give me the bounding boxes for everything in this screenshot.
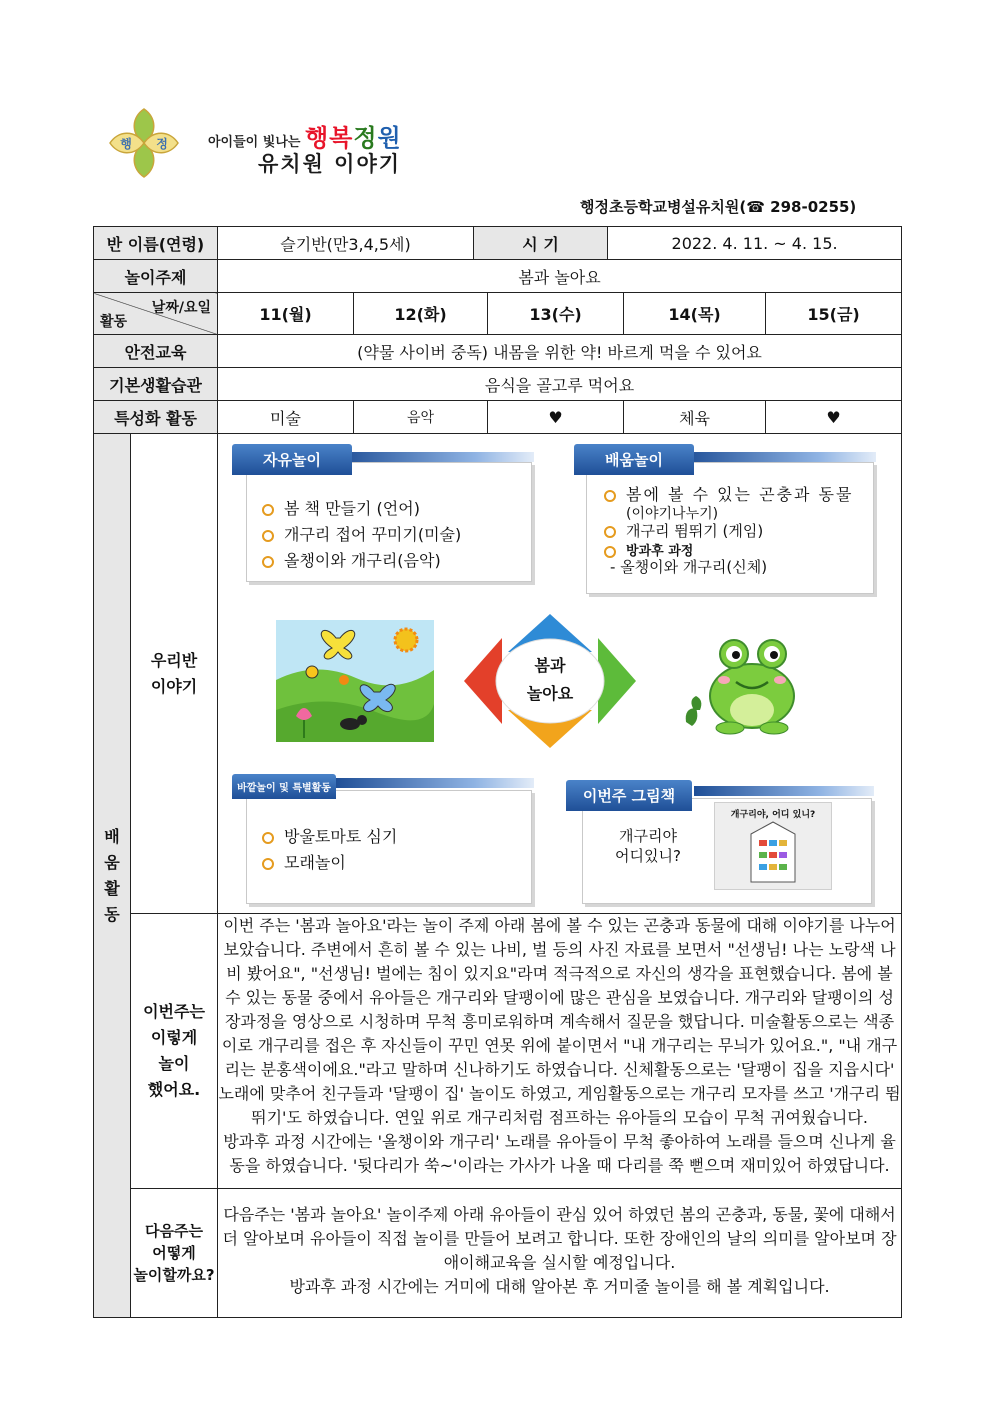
period-value: 2022. 4. 11. ~ 4. 15. — [608, 227, 902, 260]
book-title: 개구리야 어디있니? — [615, 827, 681, 865]
special-fri: ♥ — [766, 401, 902, 434]
next-label: 다음주는 어떻게 놀이할까요? — [131, 1189, 218, 1318]
learning-play-item: 봄에 볼 수 있는 곤충과 동물 — [604, 482, 853, 505]
free-play-item: 올챙이와 개구리(음악) — [262, 548, 441, 571]
period-label: 시 기 — [474, 227, 608, 260]
outdoor-item: 방울토마토 심기 — [262, 824, 397, 847]
book-cover-image — [715, 820, 831, 890]
slogan-small: 아이들이 빛나는 — [208, 135, 301, 150]
safety-value: (약물 사이버 중독) 내몸을 위한 약! 바르게 먹을 수 있어요 — [218, 335, 902, 368]
learning-play-item: 방과후 과정 — [604, 540, 693, 559]
slogan-char: 원 — [377, 124, 402, 152]
free-play-item: 개구리 접어 꾸미기(미술) — [262, 522, 461, 545]
safety-label: 안전교육 — [94, 335, 218, 368]
next-text — [218, 1189, 902, 1318]
outdoor-tagbar — [336, 778, 534, 788]
free-play-tag: 자유놀이 — [232, 444, 352, 475]
week-paragraph: 이번 주는 '봄과 놀아요'라는 놀이 주제 아래 봄에 볼 수 있는 곤충과 동물에 대해 이야기를 나누어 보았습니다. 주변에서 흔히 볼 수 있는 나비, 벌 등의 사진 자료를 보면서 "선생님! 나는 노랑색 나비 봤어요", "선생님! 벌에는 침이 있지요"라며 적극적으로 자신의 생각을 표현했습니다. 봄에 볼 수 있는 동물 중에서 유아들은 개구리와 달팽이에 많은 관심을 보였습니다. 개구리와 달팽이의 성장과정을 영상으로 시청하며 무척 흥미로워하며 계속해서 질문을 했답니다. 미술활동으로는 색종이로 개구리를 접은 후 자신들이 꾸민 연못 위에 붙이면서 "내 개구리는 무늬가 있어요.", "내 개구리는 분홍색이에요."라고 말하며 신나하기도 하였습니다. 신체활동으로는 '달팽이 집을 지읍시다' 노래에 맞추어 친구들과 '달팽이 집' 놀이도 하였고, 게임활동으로는 개구리 모자를 쓰고 '개구리 뜀뛰기'도 하였습니다. 연잎 위로 개구리처럼 점프하는 유아들의 모습이 무척 귀여웠습니다. — [218, 916, 901, 1127]
special-wed: ♥ — [488, 401, 624, 434]
habit-value: 음식을 골고루 먹어요 — [218, 368, 902, 401]
weekly-plan-table — [93, 226, 902, 1318]
diag-bottom-label: 활동 — [100, 314, 128, 330]
theme-label: 놀이주제 — [94, 260, 218, 293]
day-wed: 13(수) — [488, 293, 624, 335]
book-cover-text: 개구리야, 어디 있니? — [730, 810, 816, 820]
learning-play-item: (이야기나누기) — [626, 506, 719, 522]
free-play-item: 봄 책 만들기 (언어) — [262, 496, 420, 519]
class-value: 슬기반(만3,4,5세) — [218, 227, 474, 260]
slogan-char: 행 — [304, 124, 330, 152]
slogan-char: 복 — [329, 124, 354, 152]
next-paragraph: 방과후 과정 시간에는 거미에 대해 알아본 후 거미줄 놀이를 해 볼 계획입니다. — [289, 1277, 830, 1296]
book-tag: 이번주 그림책 — [566, 780, 692, 811]
svg-text:행: 행 — [120, 137, 132, 151]
story-area — [218, 434, 902, 914]
center-title: 봄과 놀아요 — [526, 656, 574, 703]
outdoor-tag: 바깥놀이 및 특별활동 — [232, 774, 336, 799]
book-tagbar — [694, 786, 874, 796]
learning-play-item: 개구리 뜀뛰기 (게임) — [604, 520, 763, 541]
week-label: 이번주는 이렇게 놀이 했어요. — [131, 914, 218, 1189]
diagonal-header-cell — [94, 293, 218, 335]
day-tue: 12(화) — [354, 293, 488, 335]
outdoor-box — [246, 790, 532, 904]
habit-label: 기본생활습관 — [94, 368, 218, 401]
learning-play-tag: 배움놀이 — [574, 444, 694, 475]
special-thu: 체육 — [624, 401, 766, 434]
outdoor-item: 모래놀이 — [262, 850, 346, 873]
story-label: 우리반 이야기 — [131, 434, 218, 914]
frog-illustration — [684, 630, 804, 736]
free-play-tagbar — [338, 452, 534, 462]
kindergarten-logo — [104, 103, 184, 183]
learning-play-tagbar — [684, 452, 876, 462]
week-paragraph: 방과후 과정 시간에는 '올챙이와 개구리' 노래를 유아들이 무척 좋아하여 노래를 들으며 신나게 율동을 하였습니다. '뒷다리가 쑥~'이라는 가사가 나올 때 다리를 쭉 뻗으며 재미있어 하였답니다. — [223, 1132, 896, 1175]
day-thu: 14(목) — [624, 293, 766, 335]
side-label: 배 움 활 동 — [94, 434, 131, 1318]
page-title: 유치원 이야기 — [258, 152, 402, 176]
day-mon: 11(월) — [218, 293, 354, 335]
svg-text:정: 정 — [156, 137, 168, 151]
special-tue: 음악 — [354, 401, 488, 434]
special-mon: 미술 — [218, 401, 354, 434]
day-fri: 15(금) — [766, 293, 902, 335]
next-paragraph: 다음주는 '봄과 놀아요' 놀이주제 아래 유아들이 관심 있어 하였던 봄의 곤충과, 동물, 꽃에 대해서 더 알아보며 유아들이 직접 놀이를 만들어 보려고 합니다. 또한 장애인의 날의 의미를 알아보며 장애이해교육을 실시할 예정입니다. — [222, 1205, 897, 1272]
diag-top-label: 날짜/요일 — [151, 300, 212, 316]
class-label: 반 이름(연령) — [94, 227, 218, 260]
special-label: 특성화 활동 — [94, 401, 218, 434]
slogan-char: 정 — [353, 124, 378, 152]
week-text — [218, 914, 902, 1189]
theme-value: 봄과 놀아요 — [218, 260, 902, 293]
school-name: 행정초등학교병설유치원(☎ 298-0255) — [580, 198, 857, 216]
book-cover — [714, 802, 832, 890]
learning-play-item: - 올챙이와 개구리(신체) — [610, 558, 768, 576]
spring-garden-illustration — [276, 620, 434, 742]
